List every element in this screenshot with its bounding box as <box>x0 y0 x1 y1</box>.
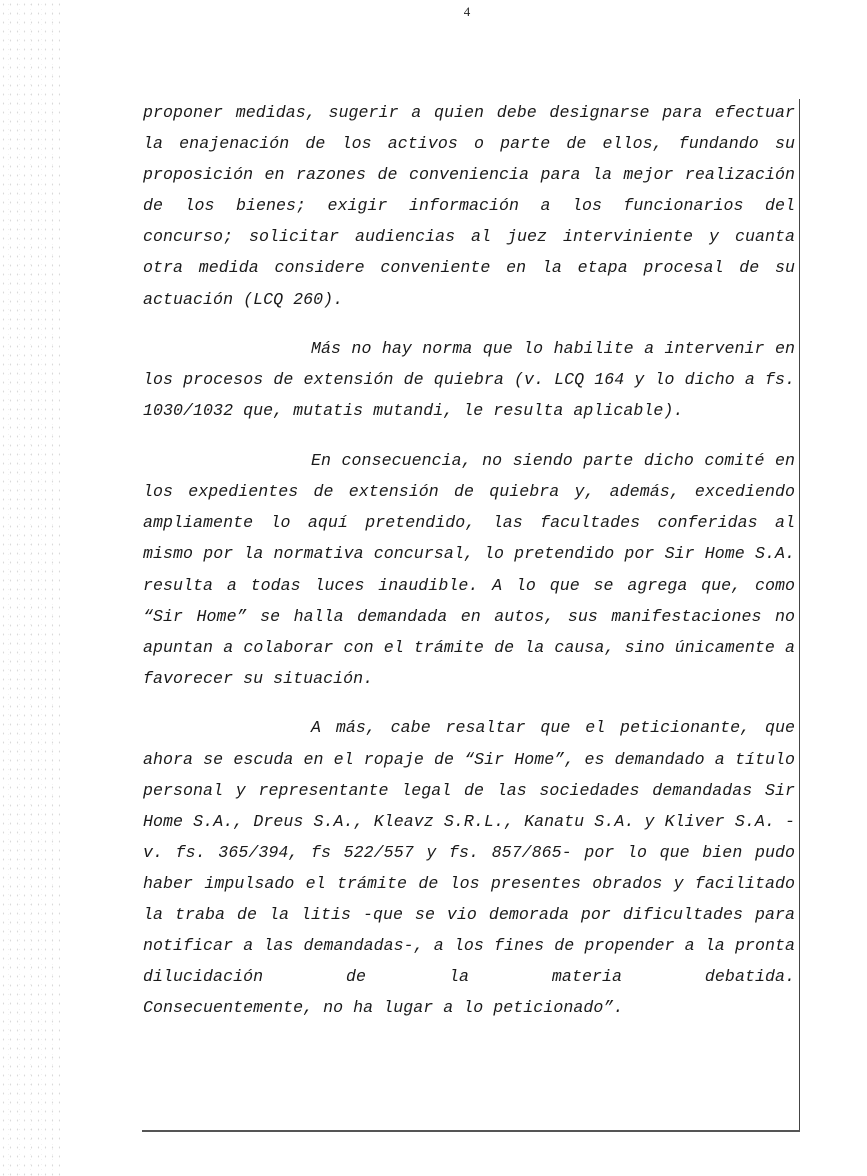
paragraph-4-main: A más, cabe resaltar que el peticionante, que ahora se escuda en el ropaje de “Sir Home”, es demandado a título personal y representante legal de las sociedades demandadas Sir Home S.A., Dreus S.A., Kleavz S.R.L., Kanatu S.A. y Kliver S.A. -v. fs. 365/394, fs 522/557 y fs. 857/865- por lo que bien pudo haber impulsado el trámite de los presentes obrados y facilitado la traba de la litis -que se vio demorada por dificultades para notificar a las demandadas-, a los fines de propender a la pronta dilucidación de la materia debatida. <box>143 718 795 987</box>
paragraph-3: En consecuencia, no siendo parte dicho comité en los expedientes de extensión de quiebra y, además, excediendo ampliamente lo aquí pretendido, las facultades conferidas al mismo por la normativa concursal, lo pretendido por Sir Home S.A. resulta a todas luces inaudible. A lo que se agrega que, como “Sir Home” se halla demandada en autos, sus manifestaciones no apuntan a colaborar con el trámite de la causa, sino únicamente a favorecer su situación. <box>143 451 795 688</box>
document-body <box>143 97 795 1023</box>
paragraph-2: Más no hay norma que lo habilite a intervenir en los procesos de extensión de quiebra (v. LCQ 164 y lo dicho a fs. 1030/1032 que, mutatis mutandi, le resulta aplicable). <box>143 339 795 421</box>
paragraph-4 <box>143 712 795 1023</box>
paragraph-4-closing: Consecuentemente, no ha lugar a lo peticionado”. <box>143 998 624 1018</box>
bottom-margin-rule <box>142 1130 800 1132</box>
paragraph-1: proponer medidas, sugerir a quien debe designarse para efectuar la enajenación de los activos o parte de ellos, fundando su proposición en razones de conveniencia para la mejor realización de los bienes; exigir información a los funcionarios del concurso; solicitar audiencias al juez interviniente y cuanta otra medida considere conveniente en la etapa procesal de su actuación (LCQ 260). <box>143 103 795 309</box>
scan-speckle-edge <box>0 0 60 1176</box>
right-margin-rule <box>799 99 800 1131</box>
page-number: 4 <box>463 4 471 19</box>
